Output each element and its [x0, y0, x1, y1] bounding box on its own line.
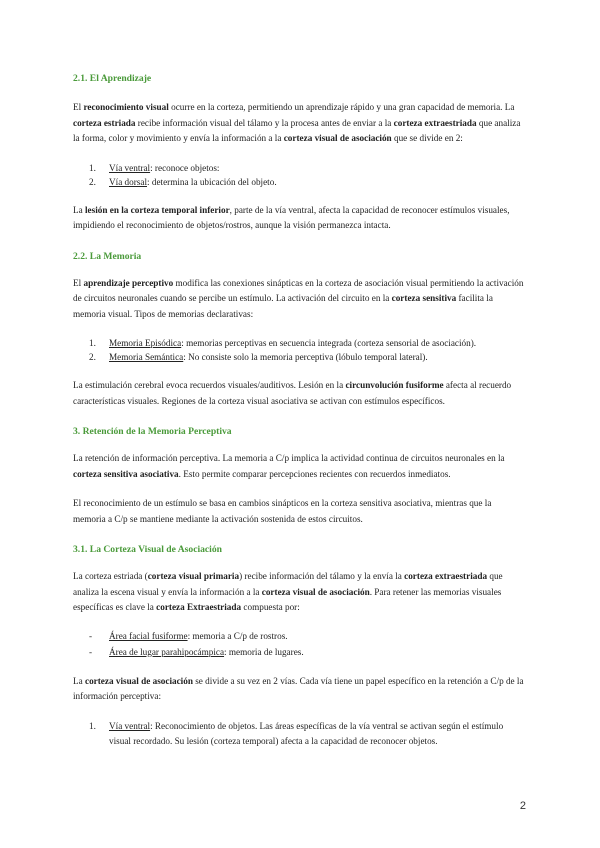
- list-item: 1. Vía ventral: Reconocimiento de objetos. Las áreas específicas de la vía ventral se activan según el estímulo visual recordado. Su lesión (corteza temporal) afecta a la capacidad de reconocer objetos.: [89, 720, 504, 746]
- list-item: 1. Memoria Episódica: memorias perceptivas en secuencia integrada (corteza sensorial de asociación).: [89, 338, 477, 348]
- paragraph-3-1-b: La corteza visual de asociación se divide a su vez en 2 vías. Cada vía tiene un papel específico en la retención a C/p de la información perceptiva:: [73, 675, 524, 701]
- list-item: - Área facial fusiforme: memoria a C/p de rostros.: [89, 630, 288, 641]
- paragraph-2-2-b: La estimulación cerebral evoca recuerdos visuales/auditivos. Lesión en la circunvolución fusiforme afecta al recuerdo características visuales. Regiones de la corteza visual asociativa se activan con estímulos específicos.: [73, 380, 512, 406]
- section-heading-3: 3. Retención de la Memoria Perceptiva: [73, 426, 232, 437]
- page-content: [73, 68, 525, 750]
- paragraph-3-1-a: La corteza estriada (corteza visual primaria) recibe información del tálamo y la envía la corteza extraestriada que analiza la escena visual y envía la información a la corteza visual de asociación. Para retener las memorias visuales específicas es clave la corteza Extraestriada compuesta por:: [73, 571, 503, 612]
- section-heading-3-1: 3.1. La Corteza Visual de Asociación: [73, 544, 222, 555]
- list-2-2: [73, 336, 525, 364]
- list-item: 2. Memoria Semántica: No consiste solo la memoria perceptiva (lóbulo temporal lateral).: [89, 352, 428, 362]
- page-number: 2: [519, 800, 526, 812]
- paragraph-2-1-b: La lesión en la corteza temporal inferior, parte de la vía ventral, afecta la capacidad de reconocer estímulos visuales, impidiendo el reconocimiento de objetos/rostros, aunque la visión permanezca intacta.: [73, 204, 510, 230]
- paragraph-2-2-a: El aprendizaje perceptivo modifica las conexiones sinápticas en la corteza de asociación visual permitiendo la activación de circuitos neuronales cuando se percibe un estímulo. La activación del circuito en la corteza sensitiva facilita la memoria visual. Tipos de memorias declarativas:: [73, 277, 524, 319]
- section-heading-2-1: 2.1. El Aprendizaje: [73, 73, 152, 84]
- section-heading-2-2: 2.2. La Memoria: [73, 250, 142, 262]
- paragraph-3-b: El reconocimiento de un estímulo se basa en cambios sinápticos en la corteza sensitiva asociativa, mientras que la memoria a C/p se mantiene mediante la activación sostenida de estos circuitos.: [73, 498, 492, 524]
- list-item: 1. Vía ventral: reconoce objetos:: [89, 162, 220, 173]
- paragraph-2-1-a: El reconocimiento visual ocurre en la corteza, permitiendo un aprendizaje rápido y una gran capacidad de memoria. La corteza estriada recibe información visual del tálamo y la procesa antes de enviar a la corteza extraestriada que analiza la forma, color y movimiento y envía la información a la corteza visual de asociación que se divide en 2:: [73, 102, 521, 143]
- list-3-1-b: [73, 719, 525, 750]
- list-2-1: [73, 161, 525, 189]
- list-item: - Área de lugar parahipocámpica: memoria de lugares.: [89, 646, 304, 657]
- list-item: 2. Vía dorsal: determina la ubicación del objeto.: [89, 176, 277, 187]
- paragraph-3-a: La retención de información perceptiva. La memoria a C/p implica la actividad continua de circuitos neuronales en la corteza sensitiva asociativa. Esto permite comparar percepciones recientes con recuerdos inmediatos.: [73, 453, 505, 479]
- list-3-1: [73, 628, 525, 660]
